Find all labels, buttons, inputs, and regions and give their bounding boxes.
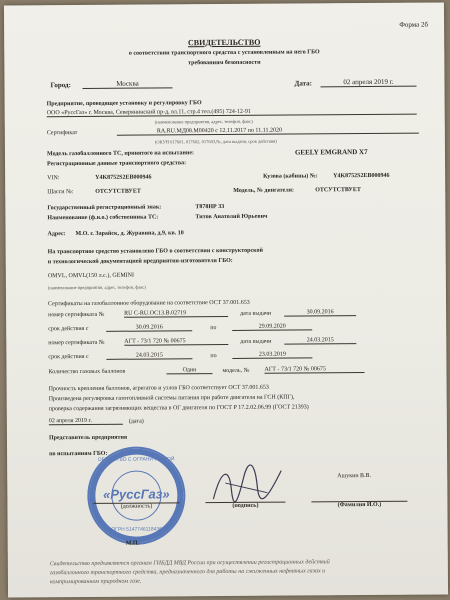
cert1-to-label: по [210, 325, 217, 332]
model-value: GEELY EMGRAND X7 [294, 148, 368, 157]
cert2-issue: 24.03.2015 [284, 337, 356, 345]
cert2-validity-label: срок действия с [48, 353, 89, 361]
cert2-number-label: номер сертификата № [48, 339, 105, 347]
enterprise-hint: (наименование предприятия, адрес, телефон, факс) [154, 118, 253, 125]
fio-label: (Фамилия И.О.) [311, 501, 407, 509]
vin-label: VIN: [47, 175, 60, 182]
cert1-validity-label: срок действия с [48, 325, 89, 333]
stamp-ring-bottom: ОГРН 5147746118436 [111, 526, 162, 533]
plate-label: Государственный регистрационный знак: [47, 204, 162, 212]
check-date: 02 апреля 2019 г. [49, 418, 123, 426]
certs-title: Сертификаты на газобаллонное оборудование на соответствие ОСТ 37.001.653 [48, 299, 250, 308]
cert1-from: 30.09.2016 [106, 324, 192, 332]
check-line-1: Произведена регулировка газотопливной системы питания при работе двигателя на ГСН (КПГ), [48, 394, 295, 403]
date-value: 02 апреля 2019 г. [320, 78, 416, 88]
engine-label: Модель, № двигателя: [233, 187, 294, 194]
enterprise-label: Предприятие, проводящее установку и регулировку ГБО [46, 100, 202, 108]
rep-label-2: по испытаниям ГБО: [49, 450, 108, 458]
engine-value: ОТСУТСТВУЕТ [315, 187, 361, 194]
installed-line-1: На транспортное средство установлено ГБО в соответствии с конструкторской [47, 247, 263, 256]
stamp-ring-top: ОБЩЕСТВО С ОГРАНИЧЕННОЙ [97, 456, 175, 463]
cert2-from: 24.03.2015 [106, 352, 192, 360]
city-value: Москва [82, 79, 172, 89]
footer-line-3: компримированном природном газе. [49, 578, 142, 586]
footer-line-1: Свидетельство предъявляется органам ГИБДД МВД России при осуществлении регистрационных действий [49, 559, 330, 568]
cert1-issue: 30.09.2016 [284, 309, 356, 317]
cert2-number: АГТ - 73/1 720 № 00675 [124, 338, 228, 346]
enterprise-value: ООО «РуссГаз» г. Москва, Северянинский пр-д, вл.11, стр.4 тел.(495) 724-12-91 [47, 108, 417, 118]
cylinders-count: Один [166, 367, 212, 374]
plate-value: Т878НР 33 [195, 204, 225, 211]
cylinders-model-label: модель, № [222, 367, 250, 375]
installed-line-2: и технологической документацией предприятия-изготовителя ГБО: [47, 257, 233, 266]
document-title: СВИДЕТЕЛЬСТВО [187, 37, 261, 48]
cert1-number: RU C-RU.ОС13.В.02719 [124, 310, 228, 318]
certificate-hint: (ОКУН 017601, 017602, 017603,№, дата выдачи, срок действия) [154, 138, 277, 145]
registration-label: Регистрационные данные транспортного средства: [47, 160, 187, 168]
body-label: Кузова (кабины) №: [263, 173, 318, 180]
signer-name: Ашукин В.В. [337, 472, 372, 480]
certificate-value: RA.RU.МД08.М00420 с 12.11.2017 по 11.11.2020 [117, 127, 419, 136]
owner-value: Титов Анатолий Юрьевич [195, 213, 268, 221]
manufacturer-value: OMVL, OMVL(150 л.с.), GEMINI [47, 272, 135, 280]
cert1-number-label: номер сертификата № [48, 311, 105, 319]
cert2-issue-label: дата выдачи [240, 338, 272, 345]
company-stamp [87, 446, 186, 545]
footer-line-2: газобаллонного транспортного средства, предназначенного для работы на сжиженных нефтяных газах и [49, 568, 326, 577]
certificate-sheet [4, 2, 448, 597]
chassis-label: Шасси №: [47, 189, 74, 196]
date-label: Дата: [294, 79, 313, 88]
cert2-to: 23.03.2019 [232, 351, 312, 359]
rep-label-1: Представитель предприятия [48, 434, 128, 442]
owner-label: Наименование (ф.и.о.) собственника ТС: [47, 214, 159, 222]
check-date-label: (дата) [128, 418, 144, 425]
check-line-2: проверка содержания загрязняющих вещества в ОГ двигателя по ГОСТ Р 17.2.02.06.99 (ГОСТ 21393) [48, 404, 309, 413]
chassis-value: ОТСУТСТВУЕТ [95, 188, 141, 195]
stamp-company-name: «РуссГаз» [103, 486, 170, 502]
strength-line: Прочность крепления баллонов, агрегатов и узлов ГБО соответствует ОСТ 37.001.653 [48, 384, 269, 393]
cert1-to: 29.09.2020 [232, 323, 312, 331]
address-label: Адрес: [47, 231, 66, 238]
position-label: (должность) [93, 502, 179, 510]
vin-value: Y4K8752S2EB000946 [95, 174, 152, 181]
subtitle-line-2: требованиям безопасности [188, 59, 261, 67]
cert2-to-label: по [210, 353, 217, 360]
form-label: Форма 2б [399, 20, 429, 29]
cylinders-model: АГТ - 73/1 720 № 00675 [264, 366, 364, 374]
cylinders-label: Количество газовых баллонов [48, 368, 126, 376]
model-label: Модель газобаллонного ТС, принятого на испытание: [46, 150, 195, 158]
certificate-label: Сертификат [46, 130, 78, 137]
manufacturer-hint: (наименование предприятия, адрес, телефон, факс) [47, 284, 146, 291]
city-label: Город: [50, 81, 71, 90]
address-value: М.О. г. Зарайск, д. Журавина, д.9, кв. 10 [75, 230, 184, 238]
mp-label: М.П. [125, 540, 140, 547]
signature-label: (подпись) [205, 502, 285, 510]
subtitle-line-1: о соответствии транспортного средства с установленным на него ГБО [128, 49, 320, 57]
body-value: Y4K8752S2EB000946 [333, 172, 390, 180]
cert1-issue-label: дата выдачи [240, 310, 272, 317]
